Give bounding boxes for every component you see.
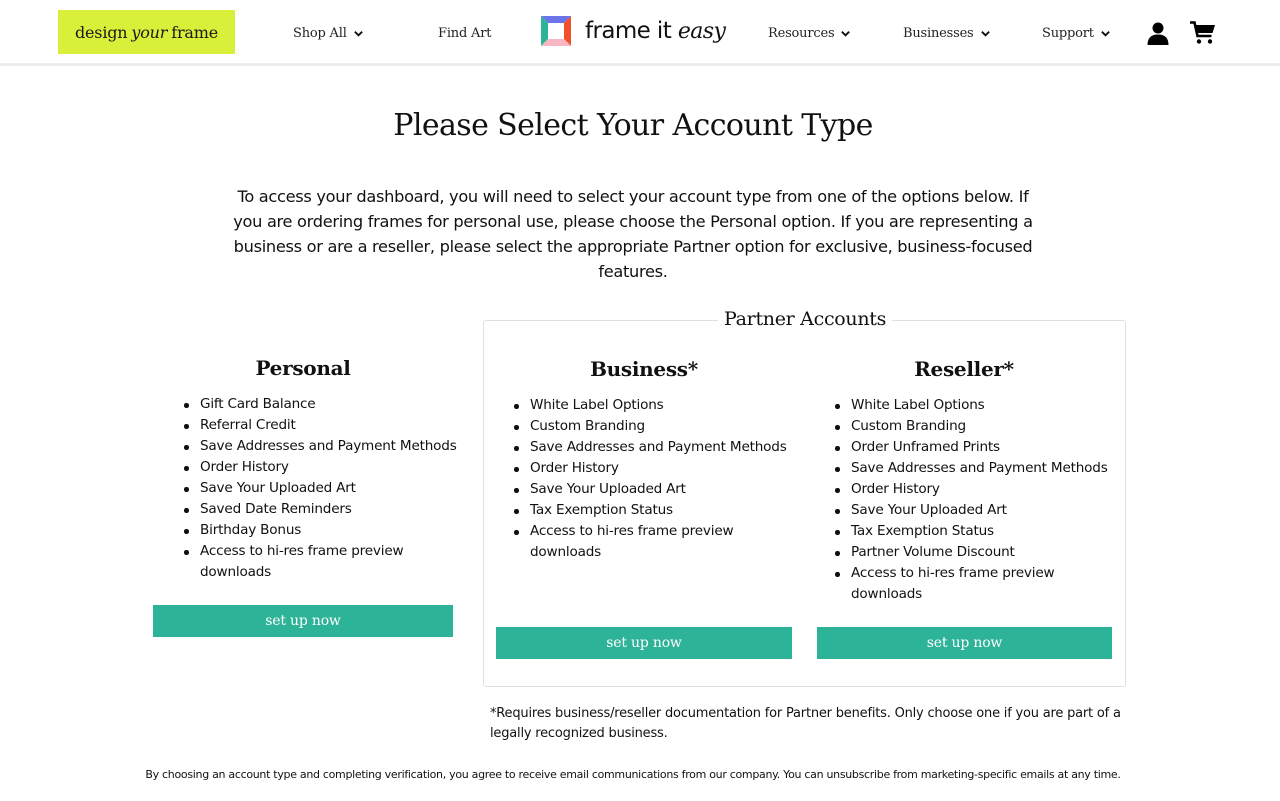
- list-item: Order History: [835, 479, 1120, 500]
- nav-businesses[interactable]: [903, 26, 991, 41]
- list-item: Custom Branding: [835, 416, 1120, 437]
- list-item: White Label Options: [835, 395, 1120, 416]
- nav-find-art-label: Find Art: [438, 26, 492, 41]
- list-item: White Label Options: [514, 395, 799, 416]
- chevron-down-icon: [980, 28, 991, 39]
- nav-support-label: Support: [1042, 26, 1094, 41]
- frame-it-easy-logo[interactable]: [541, 16, 725, 46]
- chevron-down-icon: [1100, 28, 1111, 39]
- reseller-setup-button[interactable]: set up now: [817, 627, 1112, 659]
- nav-shop-all-label: Shop All: [293, 26, 347, 41]
- logo-frame-icon: [541, 16, 571, 46]
- list-item: Order History: [514, 458, 799, 479]
- nav-support[interactable]: [1042, 26, 1111, 41]
- partner-requirements-note: *Requires business/reseller documentation for Partner benefits. Only choose one if you are part of a legally recognized business.: [490, 706, 1121, 741]
- business-feature-list: [514, 395, 799, 563]
- nav-resources[interactable]: [768, 26, 851, 41]
- list-item: Order Unframed Prints: [835, 437, 1120, 458]
- nav-businesses-label: Businesses: [903, 26, 974, 41]
- business-title: Business*: [590, 357, 698, 381]
- personal-setup-button[interactable]: set up now: [153, 605, 453, 637]
- list-item: Custom Branding: [514, 416, 799, 437]
- chevron-down-icon: [840, 28, 851, 39]
- personal-feature-list: [184, 394, 464, 583]
- list-item: Access to hi-res frame preview downloads: [184, 541, 404, 583]
- list-item: Gift Card Balance: [184, 394, 464, 415]
- list-item: Tax Exemption Status: [835, 521, 1120, 542]
- list-item: Access to hi-res frame preview downloads: [835, 563, 1055, 605]
- logo-text: frame it easy: [585, 18, 726, 44]
- email-consent-note: By choosing an account type and completing verification, you agree to receive email communications from our company. You can unsubscribe from marketing-specific emails at any time.: [145, 768, 1121, 781]
- list-item: Access to hi-res frame preview downloads: [514, 521, 734, 563]
- design-button-emphasis: your: [131, 22, 168, 42]
- design-button-prefix: design: [75, 22, 128, 42]
- chevron-down-icon: [353, 28, 364, 39]
- list-item: Birthday Bonus: [184, 520, 464, 541]
- list-item: Order History: [184, 457, 464, 478]
- personal-title: Personal: [255, 356, 351, 380]
- nav-shop-all[interactable]: [293, 26, 364, 41]
- nav-resources-label: Resources: [768, 26, 835, 41]
- business-setup-button[interactable]: set up now: [496, 627, 792, 659]
- page-title: Please Select Your Account Type: [393, 108, 873, 143]
- list-item: Saved Date Reminders: [184, 499, 464, 520]
- list-item: Save Addresses and Payment Methods: [835, 458, 1120, 479]
- list-item: Save Your Uploaded Art: [835, 500, 1120, 521]
- site-header: [0, 0, 1280, 66]
- cart-button[interactable]: [1190, 20, 1216, 46]
- reseller-title: Reseller*: [914, 357, 1014, 381]
- reseller-feature-list: [835, 395, 1120, 605]
- list-item: Save Your Uploaded Art: [184, 478, 464, 499]
- design-button-suffix: frame: [171, 22, 218, 42]
- nav-find-art[interactable]: [438, 26, 491, 41]
- list-item: Save Addresses and Payment Methods: [184, 436, 464, 457]
- list-item: Referral Credit: [184, 415, 464, 436]
- design-your-frame-button[interactable]: [58, 10, 235, 54]
- account-button[interactable]: [1145, 20, 1171, 46]
- account-icon: [1146, 21, 1170, 45]
- list-item: Save Addresses and Payment Methods: [514, 437, 799, 458]
- list-item: Save Your Uploaded Art: [514, 479, 799, 500]
- intro-text: To access your dashboard, you will need to select your account type from one of the options below. If you are ordering frames for personal use, please choose the Personal option. If you are representing a business or are a reseller, please select the appropriate Partner option for exclusive, business-focused features.: [233, 187, 1033, 281]
- cart-icon: [1190, 21, 1216, 45]
- list-item: Partner Volume Discount: [835, 542, 1120, 563]
- partner-accounts-label: Partner Accounts: [718, 308, 892, 330]
- list-item: Tax Exemption Status: [514, 500, 799, 521]
